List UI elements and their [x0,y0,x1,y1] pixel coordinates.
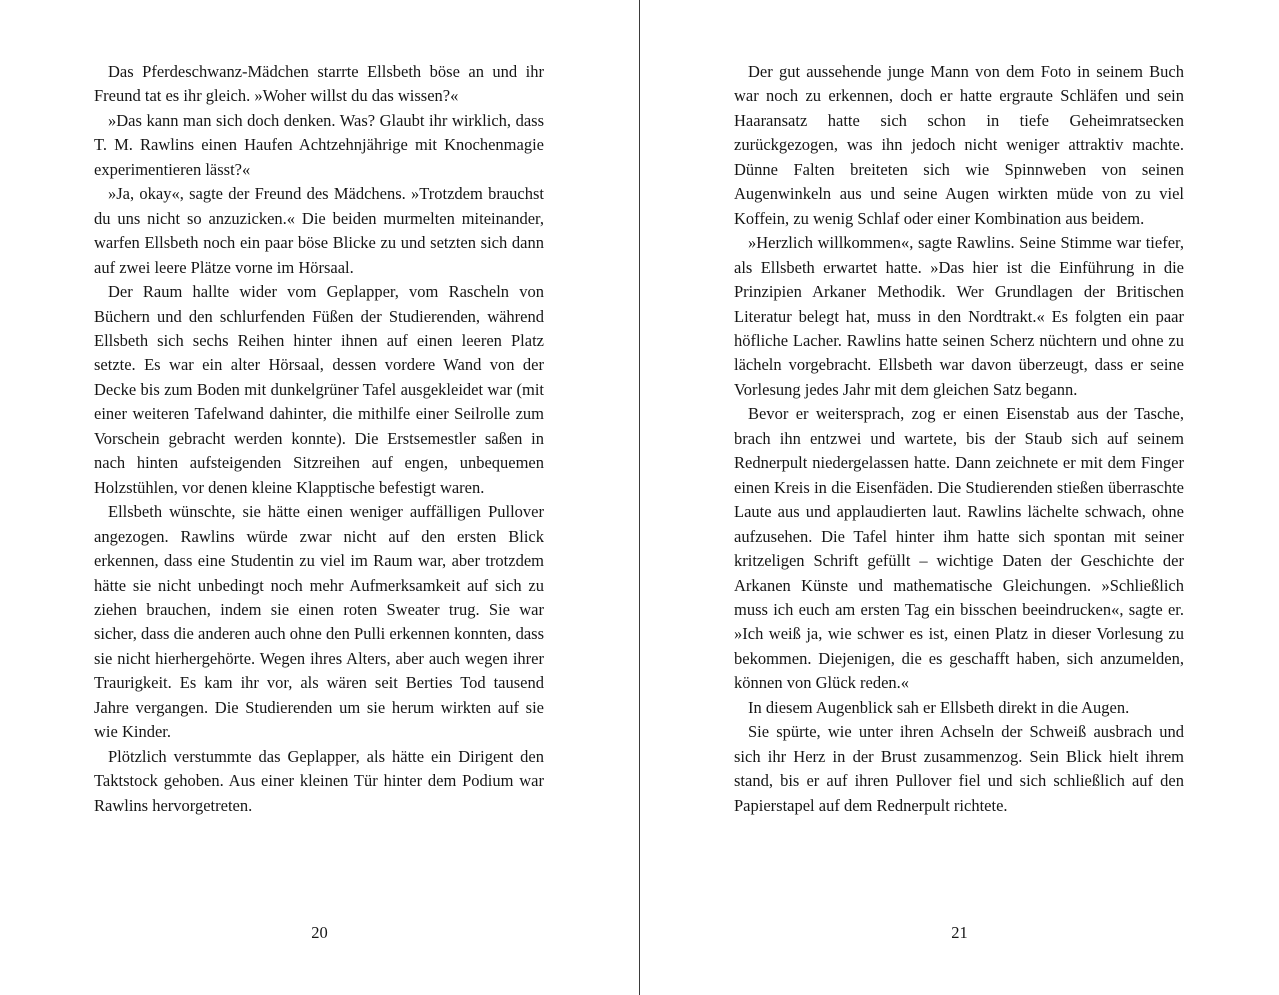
paragraph: Der Raum hallte wider vom Geplapper, vom Rascheln von Büchern und den schlurfenden Füßen der Studierenden, während Ellsbeth sich sechs Reihen hinter ihnen auf einen leeren Platz setzte. Es war ein alter Hörsaal, dessen vordere Wand von der Decke bis zum Boden mit dunkelgrüner Tafel ausgekleidet war (mit einer weiteren Tafelwand dahinter, die mithilfe einer Seilrolle zum Vorschein gebracht werden konnte). Die Erstsemestler saßen in nach hinten aufsteigenden Sitzreihen auf engen, unbequemen Holzstühlen, vor denen kleine Klapptische befestigt waren. [94,282,544,497]
paragraph: »Herzlich willkommen«, sagte Rawlins. Seine Stimme war tiefer, als Ellsbeth erwartet hatte. »Das hier ist die Einführung in die Prinzipien Arkaner Methodik. Wer Grundlagen der Britischen Literatur belegt hat, muss in den Nordtrakt.« Es folgten ein paar höfliche Lacher. Rawlins hatte seinen Scherz nüchtern und ohne zu lächeln vorgebracht. Ellsbeth war davon überzeugt, dass er seine Vorlesung jedes Jahr mit dem gleichen Satz begann. [734,233,1184,399]
paragraph: Bevor er weitersprach, zog er einen Eisenstab aus der Tasche, brach ihn entzwei und wartete, bis der Staub sich auf seinem Rednerpult niedergelassen hatte. Dann zeichnete er mit dem Finger einen Kreis in die Eisenfäden. Die Studierenden stießen überraschte Laute aus und applaudierten laut. Rawlins lächelte schwach, ohne aufzusehen. Die Tafel hinter ihm hatte sich spontan mit seiner kritzeligen Schrift gefüllt – wichtige Daten der Geschichte der Arkanen Künste und mathematische Gleichungen. »Schließlich muss ich euch am ersten Tag ein bisschen beeindrucken«, sagte er. »Ich weiß ja, wie schwer es ist, einen Platz in dieser Vorlesung zu bekommen. Diejenigen, die es geschafft haben, sich anzumelden, können von Glück reden.« [734,404,1184,693]
paragraph: In diesem Augenblick sah er Ellsbeth direkt in die Augen. [748,697,1130,717]
paragraph: Der gut aussehende junge Mann von dem Foto in seinem Buch war noch zu erkennen, doch er hatte ergraute Schläfen und sein Haaransatz hatte sich schon in tiefe Geheimratsecken zurückgezogen, was ihn jedoch nicht weniger attraktiv machte. Dünne Falten breiteten sich wie Spinnweben von seinen Augenwinkeln aus und seine Augen wirkten müde von zu viel Koffein, zu wenig Schlaf oder einer Kombination aus beidem. [734,62,1184,228]
right-page-text [734,60,1184,818]
paragraph: »Das kann man sich doch denken. Was? Glaubt ihr wirklich, dass T. M. Rawlins einen Haufen Achtzehnjährige mit Knochenmagie experimentieren lässt?« [94,110,544,179]
page-number-left: 20 [311,923,328,942]
paragraph: Plötzlich verstummte das Geplapper, als hätte ein Dirigent den Taktstock gehoben. Aus einer kleinen Tür hinter dem Podium war Rawlins hervorgetreten. [94,746,544,815]
right-page [640,0,1279,995]
left-page-text [94,60,544,818]
paragraph: Ellsbeth wünschte, sie hätte einen weniger auffälligen Pullover angezogen. Rawlins würde zwar nicht auf den ersten Blick erkennen, dass eine Studentin zu viel im Raum war, aber trotzdem hätte sie nicht unbedingt noch mehr Aufmerksamkeit auf sich zu ziehen brauchen, indem sie einen roten Sweater trug. Sie war sicher, dass die anderen auch ohne den Pulli erkennen konnten, dass sie nicht hierhergehörte. Wegen ihres Alters, aber auch wegen ihrer Traurigkeit. Es kam ihr vor, als wären seit Berties Tod tausend Jahre vergangen. Die Studierenden um sie herum wirkten auf sie wie Kinder. [94,502,544,742]
paragraph: Das Pferdeschwanz-Mädchen starrte Ellsbeth böse an und ihr Freund tat es ihr gleich. »Woher willst du das wissen?« [94,62,544,106]
paragraph: Sie spürte, wie unter ihren Achseln der Schweiß ausbrach und sich ihr Herz in der Brust zusammenzog. Sein Blick hielt ihrem stand, bis er auf ihren Pullover fiel und sich schließlich auf den Papierstapel auf dem Rednerpult richtete. [734,722,1184,815]
paragraph: »Ja, okay«, sagte der Freund des Mädchens. »Trotzdem brauchst du uns nicht so anzuzicken.« Die beiden murmelten miteinander, warfen Ellsbeth noch ein paar böse Blicke zu und setzten sich dann auf zwei leere Plätze vorne im Hörsaal. [94,184,544,277]
left-page [0,0,639,995]
page-number-right: 21 [951,923,968,942]
